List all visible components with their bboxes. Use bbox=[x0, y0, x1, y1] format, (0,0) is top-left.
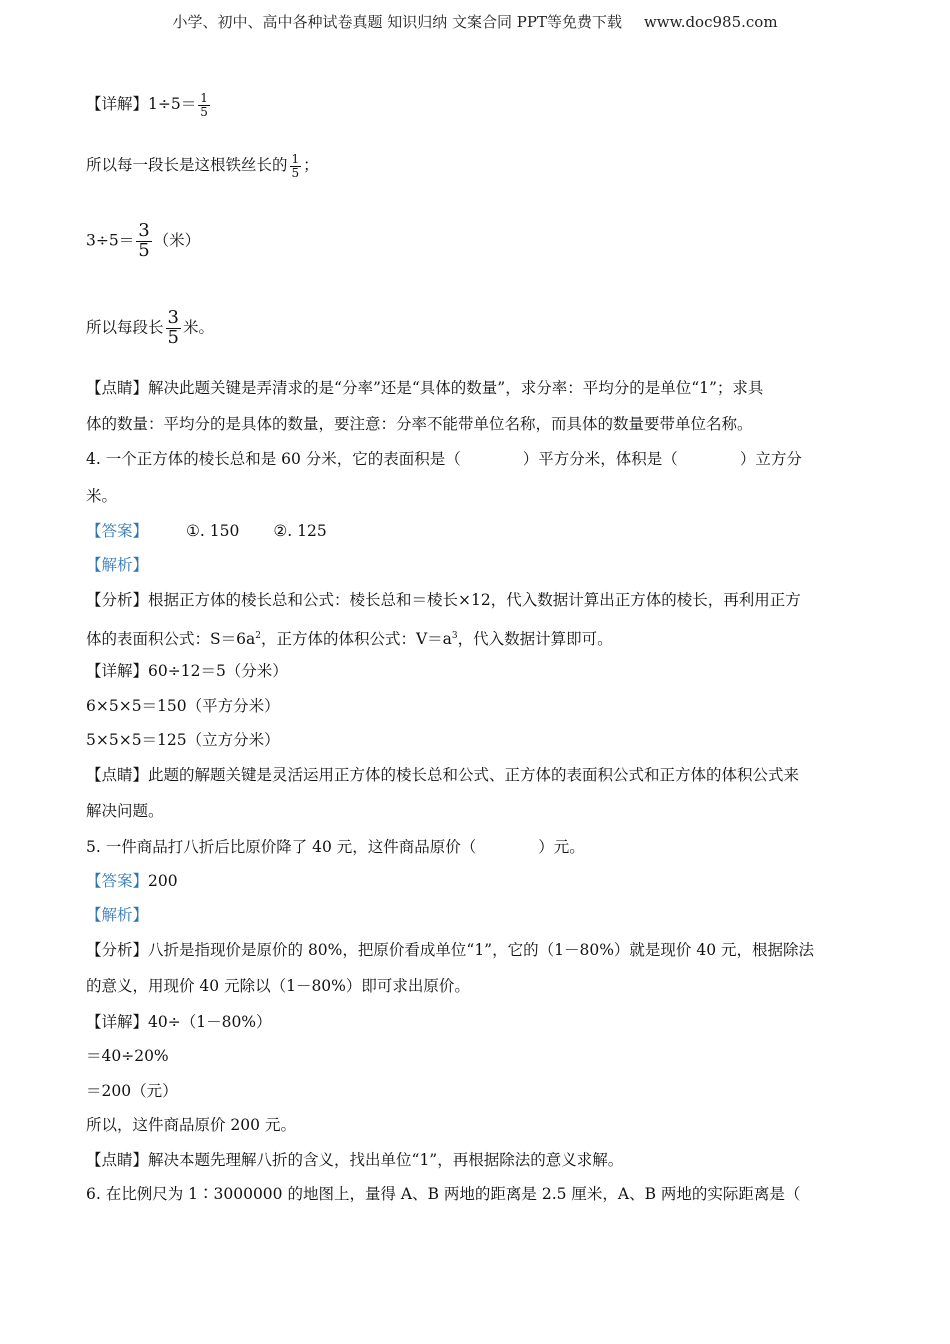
detail-text: 所以，这件商品原价 200 元。 bbox=[86, 1116, 296, 1134]
q5-detail-line-2 bbox=[86, 1046, 169, 1066]
detail-tag: 【详解】 bbox=[86, 1013, 149, 1031]
header-text: 小学、初中、高中各种试卷真题 知识归纳 文案合同 PPT等免费下载 bbox=[172, 13, 622, 31]
answer-tag: 【答案】 bbox=[86, 522, 149, 540]
q4-answer-line bbox=[86, 521, 327, 541]
q5-detail-line-4 bbox=[86, 1115, 296, 1135]
page-header bbox=[0, 11, 950, 32]
q4-detail-line-1 bbox=[86, 661, 288, 681]
detail-tag: 【详解】 bbox=[86, 95, 149, 114]
q5-analysis-line-2 bbox=[86, 976, 470, 996]
q3-detail-line bbox=[86, 92, 212, 118]
q5-question-line bbox=[86, 837, 585, 857]
answer-value: ①. 150 bbox=[186, 522, 240, 540]
question-text: 4. 一个正方体的棱长总和是 60 分米，它的表面积是（ bbox=[86, 450, 461, 468]
text: 米。 bbox=[182, 318, 214, 337]
q5-analysis-tag-line bbox=[86, 905, 148, 925]
fraction: $\frac{1}{5}$ bbox=[200, 91, 208, 119]
detail-tag: 【详解】 bbox=[86, 662, 149, 680]
detail-text: 6×5×5＝150（平方分米） bbox=[86, 697, 280, 715]
comment-tag: 【点睛】 bbox=[86, 379, 149, 397]
comment-text: 体的数量：平均分的是具体的数量，要注意：分率不能带单位名称，而具体的数量要带单位名称。 bbox=[86, 415, 753, 433]
q5-answer-line bbox=[86, 871, 178, 891]
detail-text: ＝40÷20% bbox=[86, 1047, 169, 1065]
q4-question-line-1 bbox=[86, 449, 802, 469]
q4-detail-line-3 bbox=[86, 730, 280, 750]
exponent: 3 bbox=[451, 631, 458, 641]
header-site-link[interactable]: www.doc985.com bbox=[643, 13, 778, 31]
analysis-tag: 【解析】 bbox=[86, 906, 149, 924]
comment-text: 解决此题关键是弄清求的是“分率”还是“具体的数量”，求分率：平均分的是单位“1”；求具 bbox=[148, 379, 764, 397]
calc-text: 3÷5＝ bbox=[86, 231, 135, 250]
q5-analysis-line-1 bbox=[86, 940, 814, 960]
q6-question-line bbox=[86, 1184, 800, 1204]
q4-detail-line-2 bbox=[86, 696, 280, 716]
analysis-text: 的意义，用现价 40 元除以（1－80%）即可求出原价。 bbox=[86, 977, 470, 995]
calc-text: 1÷5＝ bbox=[148, 95, 197, 114]
text: 所以每段长 bbox=[86, 318, 164, 337]
unit-text: （米） bbox=[153, 231, 201, 250]
answer-value: ②. 125 bbox=[273, 522, 327, 540]
comment-text: 此题的解题关键是灵活运用正方体的棱长总和公式、正方体的表面积公式和正方体的体积公式来 bbox=[148, 766, 800, 784]
q5-detail-line-1 bbox=[86, 1012, 272, 1032]
question-text: ）平方分米，体积是（ bbox=[522, 450, 678, 468]
analysis-sub-tag: 【分析】 bbox=[86, 591, 149, 609]
q4-question-line-2 bbox=[86, 486, 117, 506]
q5-detail-line-3 bbox=[86, 1081, 178, 1101]
answer-value: 200 bbox=[148, 872, 178, 890]
analysis-tag: 【解析】 bbox=[86, 556, 149, 574]
answer-tag: 【答案】 bbox=[86, 872, 149, 890]
question-text: ）立方分 bbox=[739, 450, 802, 468]
analysis-sub-tag: 【分析】 bbox=[86, 941, 149, 959]
comment-tag: 【点睛】 bbox=[86, 1151, 149, 1169]
q3-calc-line bbox=[86, 222, 200, 261]
fraction: $\frac{3}{5}$ bbox=[167, 307, 179, 348]
comment-tag: 【点睛】 bbox=[86, 766, 149, 784]
comment-text: 解决问题。 bbox=[86, 802, 164, 820]
comment-text: 解决本题先理解八折的含义，找出单位“1”，再根据除法的意义求解。 bbox=[148, 1151, 624, 1169]
analysis-text: 体的表面积公式：S＝6a bbox=[86, 630, 256, 649]
detail-text: 60÷12＝5（分米） bbox=[148, 662, 288, 680]
q3-conclusion-line bbox=[86, 309, 214, 348]
detail-text: 5×5×5＝125（立方分米） bbox=[86, 731, 280, 749]
analysis-text: 根据正方体的棱长总和公式：棱长总和＝棱长×12，代入数据计算出正方体的棱长，再利用正方 bbox=[148, 591, 801, 609]
q4-comment-line-1 bbox=[86, 765, 799, 785]
question-text: 米。 bbox=[86, 487, 118, 505]
q5-comment-line bbox=[86, 1150, 623, 1170]
q4-analysis-line-2 bbox=[86, 626, 613, 649]
exponent: 2 bbox=[255, 631, 261, 641]
detail-text: ＝200（元） bbox=[86, 1082, 178, 1100]
analysis-text: ，正方体的体积公式：V＝a bbox=[260, 630, 452, 649]
text: ； bbox=[303, 156, 319, 175]
question-text: 6. 在比例尺为 1∶3000000 的地图上，量得 A、B 两地的距离是 2.5 厘米，A、B 两地的实际距离是（ bbox=[86, 1185, 801, 1203]
q4-analysis-line-1 bbox=[86, 590, 801, 610]
question-text: ）元。 bbox=[538, 838, 585, 856]
q4-comment-line-2 bbox=[86, 801, 164, 821]
q3-comment-line-1 bbox=[86, 378, 763, 398]
fraction: $\frac{3}{5}$ bbox=[138, 220, 150, 261]
analysis-text: ，代入数据计算即可。 bbox=[457, 630, 613, 649]
q3-segment-fraction-line bbox=[86, 153, 319, 179]
analysis-text: 八折是指现价是原价的 80%，把原价看成单位“1”，它的（1－80%）就是现价 40 元，根据除法 bbox=[148, 941, 814, 959]
detail-text: 40÷（1－80%） bbox=[148, 1013, 272, 1031]
text: 所以每一段长是这根铁丝长的 bbox=[86, 156, 288, 175]
fraction: $\frac{1}{5}$ bbox=[291, 152, 300, 180]
question-text: 5. 一件商品打八折后比原价降了 40 元，这件商品原价（ bbox=[86, 838, 477, 856]
q4-analysis-tag-line bbox=[86, 555, 148, 575]
q3-comment-line-2 bbox=[86, 414, 753, 434]
